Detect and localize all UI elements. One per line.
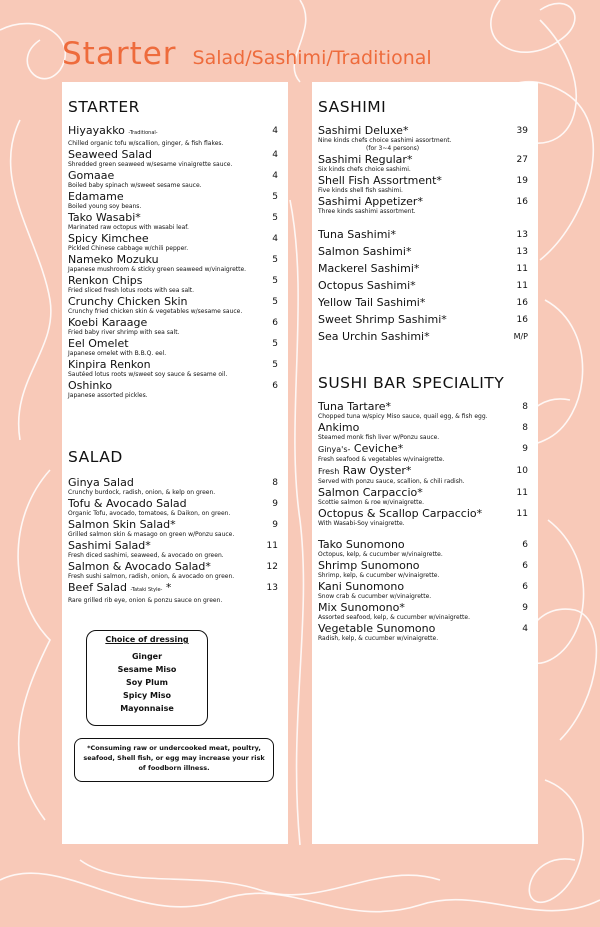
item-name: Koebi Karaage <box>68 316 148 329</box>
item-name: Nameko Mozuku <box>68 253 159 266</box>
item-description: Japanese omelet with B.B.Q. eel. <box>68 350 167 357</box>
menu-item <box>318 442 532 464</box>
page-subtitle: Salad/Sashimi/Traditional <box>192 47 432 69</box>
item-description: Chilled organic tofu w/scallion, ginger, & fish flakes. <box>68 140 224 147</box>
item-description: Nine kinds chefs choice sashimi assortment. <box>318 137 452 144</box>
dressing-option: Sesame Miso <box>117 665 177 674</box>
menu-item <box>318 622 532 643</box>
item-description: Shredded green seaweed w/sesame vinaigrette sauce. <box>68 161 233 168</box>
item-price: 8 <box>522 402 528 412</box>
menu-item <box>68 124 282 148</box>
item-name: Octopus & Scallop Carpaccio* <box>318 507 483 520</box>
item-description: Organic Tofu, avocado, tomatoes, & Daikon, on green. <box>68 510 231 517</box>
sunomono-list <box>318 538 532 643</box>
item-name: Raw Oyster* <box>342 464 412 477</box>
item-name: Sashimi Appetizer* <box>318 195 423 208</box>
item-prefix: Fresh <box>318 467 340 476</box>
item-name: Sashimi Deluxe* <box>318 124 409 137</box>
item-price: 5 <box>272 339 278 349</box>
item-price: 39 <box>516 126 528 136</box>
right-menu-panel <box>312 82 538 844</box>
item-name: Shell Fish Assortment* <box>318 174 442 187</box>
salad-section <box>68 448 282 605</box>
item-description: With Wasabi-Soy vinaigrette. <box>318 520 405 527</box>
dressing-choice-box <box>86 630 208 726</box>
menu-item <box>68 316 282 337</box>
menu-item <box>318 538 532 559</box>
item-asterisk: * <box>162 581 172 594</box>
item-description: Fresh seafood & vegetables w/vinaigrette. <box>318 456 445 463</box>
menu-item <box>318 174 532 195</box>
item-price: 5 <box>272 276 278 286</box>
item-name: Ceviche* <box>353 442 404 455</box>
menu-item <box>318 245 532 262</box>
item-description-note: (for 3~4 persons) <box>366 145 420 152</box>
item-description: Steamed monk fish liver w/Ponzu sauce. <box>318 434 440 441</box>
dressing-option: Ginger <box>131 652 163 661</box>
menu-item <box>68 518 282 539</box>
item-description: Japanese assorted pickles. <box>68 392 148 399</box>
menu-item <box>68 476 282 497</box>
dressing-option: Soy Plum <box>126 678 168 687</box>
starter-title: STARTER <box>68 98 140 116</box>
menu-item <box>68 190 282 211</box>
item-name: Tako Wasabi* <box>68 211 141 224</box>
starter-section <box>68 98 282 400</box>
warning-text: *Consuming raw or undercooked meat, poultry, seafood, Shell fish, or egg may increase your risk of foodborn illness. <box>83 744 265 772</box>
menu-item <box>68 539 282 560</box>
menu-item <box>68 379 282 400</box>
item-price: 13 <box>266 583 278 593</box>
menu-item <box>318 228 532 245</box>
item-price: 5 <box>272 213 278 223</box>
item-description: Crunchy burdock, radish, onion, & kelp on green. <box>68 489 216 496</box>
item-price: 5 <box>272 297 278 307</box>
menu-item <box>318 153 532 174</box>
item-name: Hiyayakko <box>68 124 125 137</box>
item-name: Ankimo <box>318 421 360 434</box>
item-description: Six kinds chefs choice sashimi. <box>318 166 411 173</box>
menu-item <box>318 580 532 601</box>
item-description: Three kinds sashimi assortment. <box>318 208 416 215</box>
page-header <box>62 36 432 72</box>
item-tag: -Tataki Style- <box>130 587 163 593</box>
item-price: 9 <box>522 444 528 454</box>
item-name: Edamame <box>68 190 124 203</box>
menu-item <box>68 497 282 518</box>
item-name: Renkon Chips <box>68 274 143 287</box>
item-description: Fresh sushi salmon, radish, onion, & avocado on green. <box>68 573 235 580</box>
item-description: Five kinds shell fish sashimi. <box>318 187 403 194</box>
item-price: 9 <box>522 603 528 613</box>
item-name: Yellow Tail Sashimi* <box>318 296 426 309</box>
menu-item <box>318 124 532 153</box>
item-name: Gomaae <box>68 169 115 182</box>
item-name: Sweet Shrimp Sashimi* <box>318 313 447 326</box>
sushi-bar-section <box>318 374 532 643</box>
menu-item <box>318 296 532 313</box>
item-description: Snow crab & cucumber w/vinaigrette. <box>318 593 432 600</box>
item-name: Spicy Kimchee <box>68 232 149 245</box>
page-title: Starter <box>62 36 177 72</box>
dressing-title: Choice of dressing <box>105 635 189 644</box>
menu-item <box>68 337 282 358</box>
sushi-bar-list <box>318 400 532 528</box>
item-name: Beef Salad <box>68 581 127 594</box>
item-description: Shrimp, kelp, & cucumber w/vinaigrette. <box>318 572 440 579</box>
menu-item <box>318 559 532 580</box>
item-price: 9 <box>272 499 278 509</box>
item-name: Shrimp Sunomono <box>318 559 420 572</box>
item-price: 5 <box>272 255 278 265</box>
item-name: Eel Omelet <box>68 337 129 350</box>
item-name: Salmon Sashimi* <box>318 245 412 258</box>
item-price: 16 <box>516 197 528 207</box>
item-prefix: Ginya's- <box>318 445 351 454</box>
item-name: Tofu & Avocado Salad <box>68 497 187 510</box>
item-description: Marinated raw octopus with wasabi leaf. <box>68 224 189 231</box>
item-price: 12 <box>266 562 278 572</box>
item-description: Scottie salmon & roe w/vinaigrette. <box>318 499 425 506</box>
item-name: Salmon Carpaccio* <box>318 486 423 499</box>
item-name: Kinpira Renkon <box>68 358 151 371</box>
menu-item <box>318 507 532 528</box>
menu-item <box>68 253 282 274</box>
sashimi-section <box>318 98 532 347</box>
item-price: 4 <box>272 234 278 244</box>
item-description: Rare grilled rib eye, onion & ponzu sauce on green. <box>68 597 223 604</box>
menu-item <box>318 330 532 347</box>
item-price: 19 <box>516 176 528 186</box>
item-description: Fried sliced fresh lotus roots with sea salt. <box>68 287 195 294</box>
item-price: 4 <box>272 150 278 160</box>
menu-item <box>318 262 532 279</box>
salad-list <box>68 476 282 605</box>
menu-item <box>318 601 532 622</box>
item-description: Assorted seafood, kelp, & cucumber w/vinaigrette. <box>318 614 471 621</box>
item-price: 11 <box>516 488 528 498</box>
item-price: 5 <box>272 360 278 370</box>
item-price: 9 <box>272 520 278 530</box>
item-description: Sautéed lotus roots w/sweet soy sauce & sesame oil. <box>68 371 228 378</box>
item-price: 6 <box>522 561 528 571</box>
item-name: Seaweed Salad <box>68 148 153 161</box>
menu-item <box>68 274 282 295</box>
dressing-option: Spicy Miso <box>123 691 171 700</box>
item-name: Crunchy Chicken Skin <box>68 295 188 308</box>
item-name: Tako Sunomono <box>318 538 405 551</box>
dressing-list <box>87 650 207 715</box>
menu-item <box>68 232 282 253</box>
menu-item <box>68 295 282 316</box>
item-price: 11 <box>516 509 528 519</box>
sashimi-featured-list <box>318 124 532 216</box>
item-description: Japanese mushroom & sticky green seaweed w/vinaigrette. <box>68 266 247 273</box>
item-name: Sea Urchin Sashimi* <box>318 330 430 343</box>
sushi-bar-title: SUSHI BAR SPECIALITY <box>318 374 505 392</box>
item-price: 6 <box>522 540 528 550</box>
menu-item <box>318 400 532 421</box>
menu-item <box>318 313 532 330</box>
item-description: Radish, kelp, & cucumber w/vinaigrette. <box>318 635 439 642</box>
menu-item <box>318 464 532 486</box>
item-name: Mix Sunomono* <box>318 601 405 614</box>
sashimi-list <box>318 228 532 347</box>
menu-item <box>318 279 532 296</box>
food-safety-warning <box>74 738 274 782</box>
item-name: Tuna Sashimi* <box>318 228 396 241</box>
item-price: 11 <box>266 541 278 551</box>
item-description: Chopped tuna w/spicy Miso sauce, quail egg, & fish egg. <box>318 413 488 420</box>
item-description: Boiled baby spinach w/sweet sesame sauce. <box>68 182 202 189</box>
item-price: 4 <box>522 624 528 634</box>
item-price: 4 <box>272 126 278 136</box>
item-price: 6 <box>522 582 528 592</box>
item-name: Oshinko <box>68 379 113 392</box>
item-tag: -Traditional- <box>128 130 158 136</box>
item-name: Octopus Sashimi* <box>318 279 416 292</box>
menu-item <box>68 148 282 169</box>
menu-item <box>68 581 282 605</box>
item-description: Served with ponzu sauce, scallion, & chili radish. <box>318 478 465 485</box>
item-name: Vegetable Sunomono <box>318 622 436 635</box>
item-name: Sashimi Salad* <box>68 539 151 552</box>
item-price: 5 <box>272 192 278 202</box>
salad-title: SALAD <box>68 448 123 466</box>
item-description: Octopus, kelp, & cucumber w/vinaigrette. <box>318 551 443 558</box>
item-name: Salmon Skin Salad* <box>68 518 176 531</box>
item-price: 4 <box>272 171 278 181</box>
item-description: Fried baby river shrimp with sea salt. <box>68 329 180 336</box>
item-price: 8 <box>522 423 528 433</box>
item-name: Salmon & Avocado Salad* <box>68 560 211 573</box>
item-price: 11 <box>516 264 528 274</box>
item-description: Fresh diced sashimi, seaweed, & avocado on green. <box>68 552 224 559</box>
item-description: Crunchy fried chicken skin & vegetables w/sesame sauce. <box>68 308 243 315</box>
menu-item <box>68 211 282 232</box>
dressing-option: Mayonnaise <box>120 704 174 713</box>
item-name: Ginya Salad <box>68 476 134 489</box>
item-name: Mackerel Sashimi* <box>318 262 420 275</box>
item-price: 27 <box>516 155 528 165</box>
left-menu-panel <box>62 82 288 844</box>
item-price: 11 <box>516 281 528 291</box>
item-name: Kani Sunomono <box>318 580 405 593</box>
item-name: Tuna Tartare* <box>318 400 391 413</box>
item-description: Grilled salmon skin & masago on green w/Ponzu sauce. <box>68 531 235 538</box>
item-price: 6 <box>272 318 278 328</box>
menu-item <box>318 195 532 216</box>
item-name: Sashimi Regular* <box>318 153 413 166</box>
menu-item <box>68 169 282 190</box>
item-price: 8 <box>272 478 278 488</box>
sashimi-title: SASHIMI <box>318 98 387 116</box>
item-price: 16 <box>516 315 528 325</box>
item-price: M/P <box>513 332 528 341</box>
item-price: 16 <box>516 298 528 308</box>
item-price: 6 <box>272 381 278 391</box>
item-price: 13 <box>516 230 528 240</box>
menu-item <box>318 421 532 442</box>
item-description: Boiled young soy beans. <box>68 203 142 210</box>
item-description: Pickled Chinese cabbage w/chili pepper. <box>68 245 189 252</box>
menu-item <box>318 486 532 507</box>
menu-item <box>68 560 282 581</box>
item-price: 10 <box>516 466 528 476</box>
starter-list <box>68 124 282 400</box>
menu-item <box>68 358 282 379</box>
item-price: 13 <box>516 247 528 257</box>
